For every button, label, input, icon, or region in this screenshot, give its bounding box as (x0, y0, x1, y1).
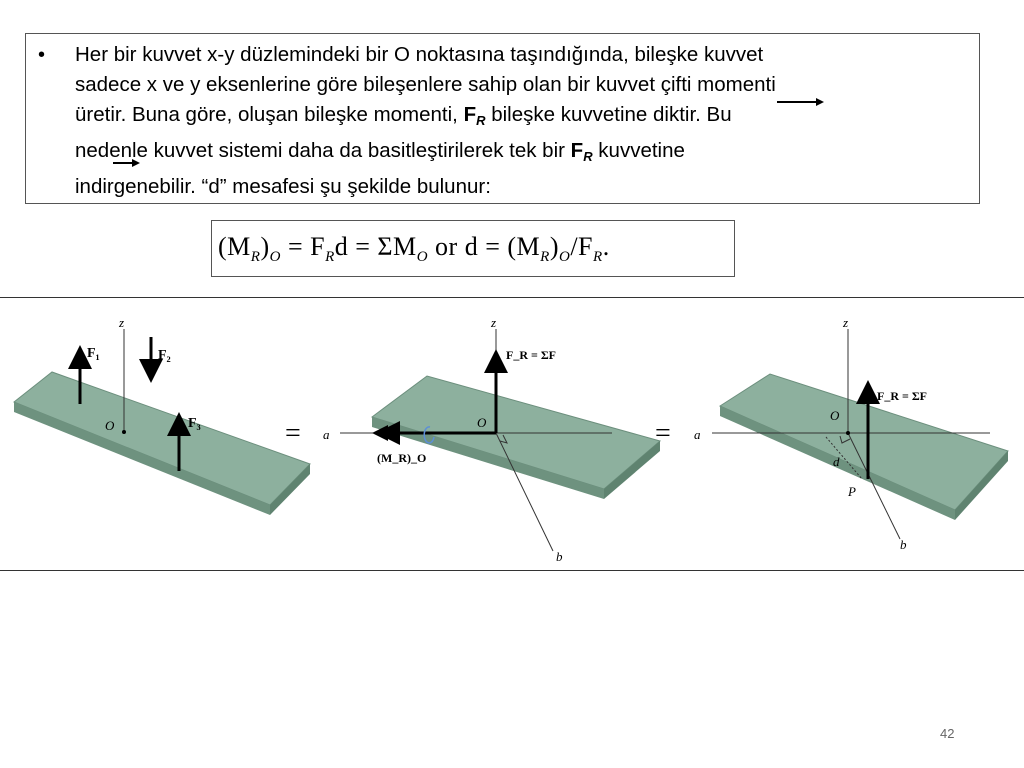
plate-1 (14, 372, 310, 515)
formula: $(M_R)_O = F_Rd = \Sigma M_O$ or $d = (M_R)_O/F_R$. (218, 232, 610, 266)
paragraph-line-3a: üretir. Buna göre, oluşan bileşke momenti, (75, 103, 464, 126)
vector-arrow-icon (112, 158, 142, 168)
fr-symbol: $F_R$ (463, 103, 486, 128)
label-mr: (M_R)_O (377, 451, 427, 465)
origin-point-1 (122, 430, 126, 434)
label-o-2: O (477, 415, 487, 430)
label-z-3: z (843, 315, 849, 330)
force-system-figure (0, 299, 1024, 569)
bullet: • (38, 44, 46, 66)
divider-bottom (0, 570, 1024, 571)
paragraph-line-1: Her bir kuvvet x-y düzlemindeki bir O noktasına taşındığında, bileşke kuvvet (75, 43, 764, 66)
label-f2: F₂ (158, 348, 171, 363)
label-b-2: b (556, 549, 563, 564)
paragraph-line-5: indirgenebilir. “d” mesafesi şu şekilde bulunur: (75, 175, 491, 198)
paragraph-line-4b: kuvvetine (592, 139, 685, 162)
label-o-1: O (105, 418, 115, 433)
fr-symbol-2: FR (570, 139, 593, 164)
label-fr-3: F_R = ΣF (877, 389, 928, 403)
label-a-2: a (694, 427, 701, 442)
label-fr-2: F_R = ΣF (506, 348, 557, 362)
label-f3: F₃ (188, 416, 201, 431)
origin-point-3 (846, 431, 850, 435)
equals-sign-2: = (655, 418, 671, 449)
paragraph-line-4a: nedenle kuvvet sistemi daha da basitleştirilerek tek bir (75, 139, 571, 162)
formula-box (211, 220, 735, 277)
plate-3 (720, 374, 1008, 520)
label-p: P (848, 484, 856, 499)
paragraph-line-2: sadece x ve y eksenlerine göre bileşenlere sahip olan bir kuvvet çifti momenti (75, 73, 776, 96)
divider-top (0, 297, 1024, 298)
paragraph-line-3b: bileşke kuvvetine diktir. Bu (485, 103, 732, 126)
label-d: d (833, 454, 840, 469)
label-a-1: a (323, 427, 330, 442)
label-f1: F₁ (87, 346, 100, 361)
page-number: 42 (940, 726, 955, 741)
paragraph (75, 40, 973, 202)
text-box (25, 33, 980, 204)
plate-2 (372, 376, 660, 499)
equals-sign-1: = (285, 418, 301, 449)
label-b-3: b (900, 537, 907, 552)
label-o-3: O (830, 408, 840, 423)
label-z-2: z (491, 315, 497, 330)
label-z-1: z (119, 315, 125, 330)
vector-arrow-icon (776, 97, 826, 107)
